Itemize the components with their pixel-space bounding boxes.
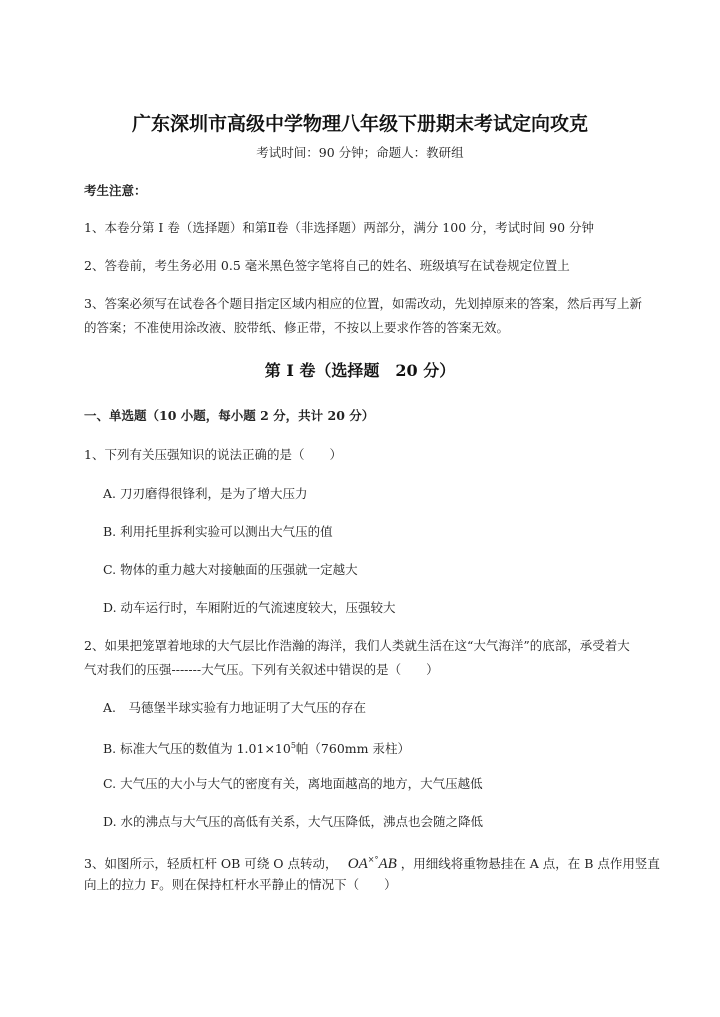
question-2-option-a: A. 马德堡半球实验有力地证明了大气压的存在: [103, 700, 367, 715]
exam-info: 考试时间：90 分钟；命题人：教研组: [256, 145, 464, 160]
notice-item-3-cont: 的答案；不准使用涂改液、胶带纸、修正带，不按以上要求作答的答案无效。: [84, 320, 510, 335]
option-b-tail: 帕（760mm 汞柱）: [295, 741, 410, 757]
notice-item-3: 3、答案必须写在试卷各个题目指定区域内相应的位置，如需改动，先划掉原来的答案，然后再写上新: [84, 296, 642, 311]
notice-item-1: 1、本卷分第 I 卷（选择题）和第Ⅱ卷（非选择题）两部分，满分 100 分，考试时间 90 分钟: [84, 220, 594, 235]
question-2-stem-cont: 气对我们的压强-------大气压。下列有关叙述中错误的是（ ）: [84, 662, 439, 677]
section-title: 第 I 卷（选择题 20 分）: [264, 361, 456, 380]
question-1-stem: 1、下列有关压强知识的说法正确的是（ ）: [84, 447, 342, 462]
question-2-option-b: [103, 738, 410, 757]
option-b-text: B. 标准大气压的数值为 1.01×10: [103, 741, 291, 757]
question-1-option-c: C. 物体的重力越大对接触面的压强就一定越大: [103, 562, 358, 577]
formula-ab: AB: [378, 856, 397, 872]
notice-heading: 考生注意：: [84, 183, 147, 198]
page-title: 广东深圳市高级中学物理八年级下册期末考试定向攻克: [131, 113, 588, 135]
question-2-stem: 2、如果把笼罩着地球的大气层比作浩瀚的海洋，我们人类就生活在这“大气海洋”的底部，承受着大: [84, 638, 630, 653]
question-3-stem-part1: 3、如图所示，轻质杠杆 OB 可绕 O 点转动，: [84, 856, 332, 871]
question-1-option-a: A. 刀刃磨得很锋利，是为了增大压力: [103, 486, 308, 501]
question-1-option-b: B. 利用托里拆利实验可以测出大气压的值: [103, 524, 333, 539]
question-3-stem-part2: ，用细线将重物悬挂在 A 点，在 B 点作用竖直: [400, 856, 660, 871]
formula-oa: OA: [347, 856, 368, 872]
question-3-stem: [84, 852, 660, 872]
question-2-option-c: C. 大气压的大小与大气的密度有关，离地面越高的地方，大气压越低: [103, 776, 483, 791]
part-heading: 一、单选题（10 小题，每小题 2 分，共计 20 分）: [84, 408, 375, 423]
question-2-option-d: D. 水的沸点与大气压的高低有关系，大气压降低，沸点也会随之降低: [103, 814, 484, 829]
question-1-option-d: D. 动车运行时，车厢附近的气流速度较大，压强较大: [103, 600, 396, 615]
formula-mark: ×°: [367, 855, 379, 864]
notice-item-2: 2、答卷前，考生务必用 0.5 毫米黑色签字笔将自己的姓名、班级填写在试卷规定位置上: [84, 258, 570, 273]
question-3-stem-cont: 向上的拉力 F。则在保持杠杆水平静止的情况下（ ）: [84, 877, 397, 892]
exponent: 5: [290, 741, 296, 750]
